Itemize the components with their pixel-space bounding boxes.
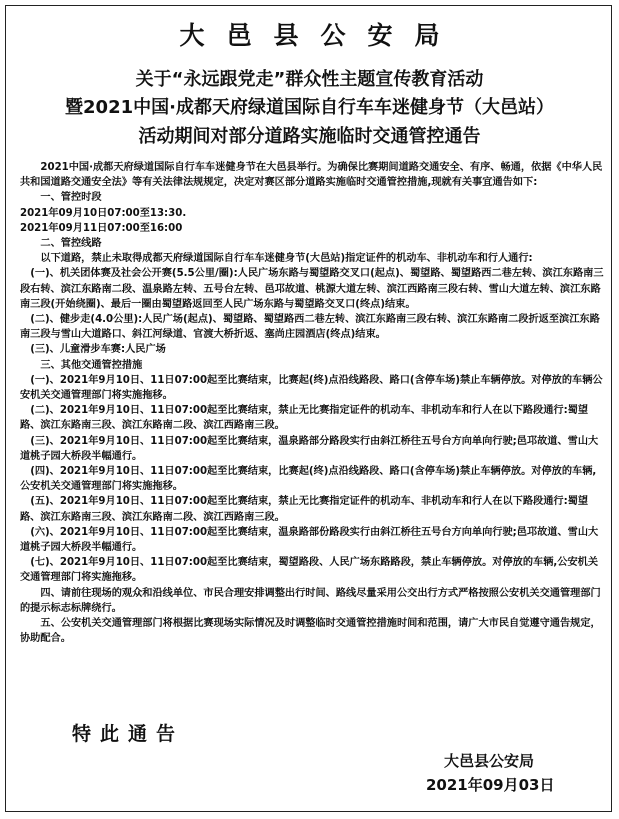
signature-org: 大邑县公安局 [444, 752, 535, 770]
measure-item-4: (四)、2021年9月10日、11日07:00起至比赛结束，比赛起(终)点沿线路段、路口(含停车场)禁止车辆停放。对停放的车辆,公安机关交通管理部门将实施拖移。 [20, 466, 597, 493]
measure-item-7: (七)、2021年9月10日、11日07:00起至比赛结束，蜀望路段、人民广场东路路段，禁止车辆停放。对停放的车辆,公安机关交通管理部门将实施拖移。 [20, 557, 599, 584]
time-range-2: 2021年09月11日07:00至16:00 [20, 222, 183, 234]
agency-title: 大邑县公安局 [179, 21, 462, 50]
section-heading-routes: 二、管控线路 [40, 238, 102, 250]
measure-item-1: (一)、2021年9月10日、11日07:00起至比赛结束，比赛起(终)点沿线路段、路口(含停车场)禁止车辆停放。对停放的车辆公安机关交通管理部门将实施拖移。 [20, 374, 603, 402]
measure-item-2: (二)、2021年9月10日、11日07:00起至比赛结束，禁止无比赛指定证件的机动车、非机动车和行人在以下路段通行:蜀望路、滨江东路南三段、滨江东路南二段、滨江西路南三段。 [20, 405, 589, 432]
measure-item-5: (五)、2021年9月10日、11日07:00起至比赛结束，禁止无比赛指定证件的机动车、非机动车和行人在以下路段通行:蜀望路、滨江东路南三段、滨江东路南二段、滨江西路南三段。 [20, 496, 589, 523]
section-heading-measures: 三、其他交通管控措施 [40, 359, 143, 371]
notice-page [5, 5, 612, 812]
measure-item-6: (六)、2021年9月10日、11日07:00起至比赛结束，温泉路部份路段实行由斜江桥往五号台方向单向行驶;邑邛故道、雪山大道桃子园大桥段半幅通行。 [20, 526, 599, 554]
paragraph-routes-intro: 以下道路，禁止未取得成都天府绿道国际自行车车迷健身节(大邑站)指定证件的机动车、非机动车和行人通行: [40, 253, 533, 265]
closing-statement: 特此通告 [72, 723, 185, 745]
section-heading-time: 一、管控时段 [40, 192, 102, 204]
paragraph-adjustment: 五、公安机关交通管理部门将根据比赛现场实际情况及时调整临时交通管控措施时间和范围，请广大市民自觉遵守通告规定，协助配合。 [20, 618, 601, 645]
route-item-2: (二)、健步走(4.0公里):人民广场(起点)、蜀望路、蜀望路西二巷左转、滨江东路南三段右转、滨江东路南二段折返至滨江东路南三段与雪山大道路口、斜江河绿道、官渡大桥折返、塞尚庄园酒店(终点)结束。 [20, 314, 600, 341]
headline-line-2: 暨2021中国·成都天府绿道国际自行车车迷健身节（大邑站） [65, 97, 554, 118]
measure-item-3: (三)、2021年9月10日、11日07:00起至比赛结束，温泉路部分路段实行由斜江桥往五号台方向单向行驶;邑邛故道、雪山大道桃子园大桥段半幅通行。 [20, 435, 599, 462]
time-range-1: 2021年09月10日07:00至13:30. [20, 207, 187, 219]
signature-date: 2021年09月03日 [426, 776, 555, 794]
headline-line-3: 活动期间对部分道路实施临时交通管控通告 [138, 126, 481, 147]
notice-body [20, 160, 604, 647]
headline-line-1: 关于“永远跟党走”群众性主题宣传教育活动 [135, 69, 484, 90]
route-item-1: (一)、机关团体赛及社会公开赛(5.5公里/圈):人民广场东路与蜀望路交叉口(起点)、蜀望路、蜀望路西二巷左转、滨江东路南三段右转、滨江东路南二段、温泉路左转、五号台左转、邑邛故道、桃源大道左转、滨江西路南三段右转、雪山大道左转、滨江东路南三段(开始绕圈)、最后一圈由蜀望路返回至人民广场东路与蜀望路交叉口(终点)结束。 [20, 268, 604, 310]
route-item-3: (三)、儿童滑步车赛:人民广场 [30, 344, 166, 356]
paragraph-advice: 四、请前往现场的观众和沿线单位、市民合理安排调整出行时间、路线尽量采用公交出行方式严格按照公安机关交通管理部门的提示标志标牌绕行。 [20, 587, 601, 614]
paragraph-intro: 2021中国·成都天府绿道国际自行车车迷健身节在大邑县举行。为确保比赛期间道路交通安全、有序、畅通，依据《中华人民共和国道路交通安全法》等有关法律法规规定，决定对赛区部分道路实施临时交通管控措施,现就有关事宜通告如下: [20, 162, 603, 189]
